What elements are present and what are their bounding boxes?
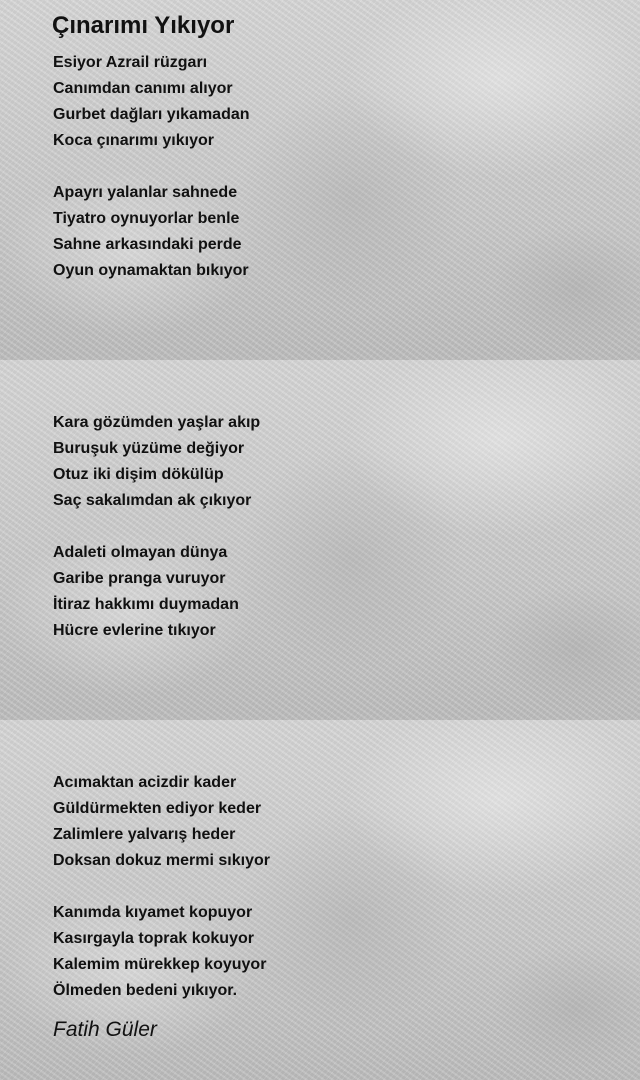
stanza-4 (53, 540, 239, 644)
stanza-3 (53, 410, 260, 514)
poem-line: Kara gözümden yaşlar akıp (53, 414, 261, 431)
poem-line: Acımaktan acizdir kader (53, 774, 237, 791)
poem-line: Tiyatro oynuyorlar benle (53, 210, 240, 227)
poem-line: Apayrı yalanlar sahnede (53, 184, 238, 201)
poem-author: Fatih Güler (53, 1018, 157, 1041)
poem-line: Adaleti olmayan dünya (53, 544, 228, 561)
poem-line: Zalimlere yalvarış heder (53, 826, 236, 843)
poem-line: Sahne arkasındaki perde (53, 236, 242, 253)
poem-line: Gurbet dağları yıkamadan (53, 106, 250, 123)
poem-line: Hücre evlerine tıkıyor (53, 622, 216, 639)
poem-line: Ölmeden bedeni yıkıyor. (53, 982, 238, 999)
poem-line: Saç sakalımdan ak çıkıyor (53, 492, 252, 509)
poem-line: Otuz iki dişim dökülüp (53, 466, 224, 483)
poem-line: Canımdan canımı alıyor (53, 80, 233, 97)
poem-line: Doksan dokuz mermi sıkıyor (53, 852, 270, 869)
poem-line: Garibe pranga vuruyor (53, 570, 226, 587)
poem-line: Kanımda kıyamet kopuyor (53, 904, 253, 921)
poem-line: Güldürmekten ediyor keder (53, 800, 262, 817)
poem-line: Kasırgayla toprak kokuyor (53, 930, 254, 947)
stanza-5 (53, 770, 270, 874)
stanza-1 (53, 50, 250, 154)
poem-line: Oyun oynamaktan bıkıyor (53, 262, 249, 279)
stanza-2 (53, 180, 249, 284)
stanza-6 (53, 900, 266, 1004)
poem-line: Buruşuk yüzüme değiyor (53, 440, 245, 457)
poem-line: Esiyor Azrail rüzgarı (53, 54, 208, 71)
poem-line: Kalemim mürekkep koyuyor (53, 956, 267, 973)
poem-title: Çınarımı Yıkıyor (52, 12, 235, 39)
poem-line: Koca çınarımı yıkıyor (53, 132, 214, 149)
poem-line: İtiraz hakkımı duymadan (53, 596, 239, 613)
